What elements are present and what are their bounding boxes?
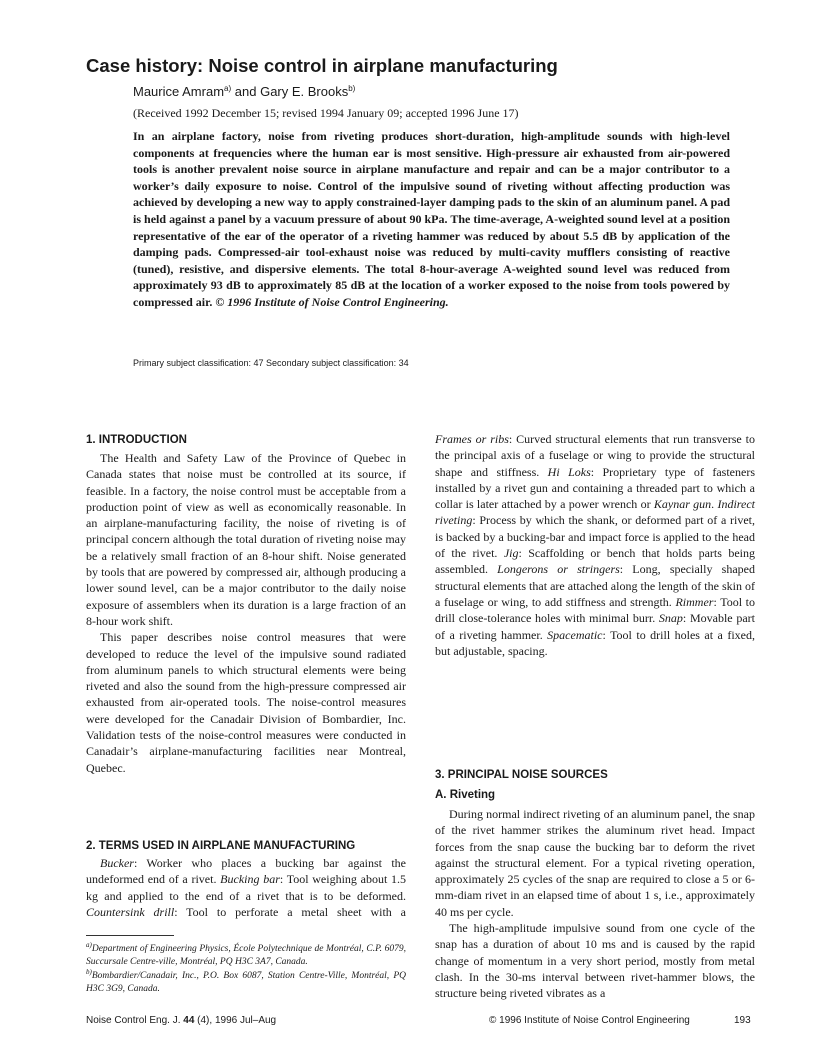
section-heading-introduction: 1. INTRODUCTION [86,434,187,446]
affiliation-marker: b) [348,84,356,93]
footnote-rule [86,935,174,936]
subject-classification: Primary subject classification: 47 Secondary subject classification: 34 [133,358,409,368]
footnote-b [86,966,406,995]
journal-name: Noise Control Eng. J. [86,1015,184,1026]
definition: : Long, specially shaped structural elements that are attached along the length of the skin of a fuselage or wing, to add stiffness and strength. [435,562,755,609]
footnote-marker: b) [86,968,92,976]
definition: : Tool to drill close-tolerance holes with minimal burr. [435,594,756,626]
paragraph [435,431,755,659]
footnote-text: Department of Engineering Physics, École Polytechnique de Montréal, C.P. 6079, Succursale Centre-ville, Montréal, PQ H3C 3A7, Canada. [86,944,406,967]
subsection-heading-riveting: A. Riveting [435,789,496,801]
author-name: Maurice Amram [133,84,225,99]
definition: : Worker who places a bucking bar against the undeformed end of a rivet. [86,856,406,887]
term: Spacematic [547,627,603,642]
abstract [133,128,730,311]
definition: : Proprietary type of fasteners installed by a rivet gun and containing a threaded part to which a collar is later attached by a power wrench or [435,464,755,512]
footnote-text: Bombardier/Canadair, Inc., P.O. Box 6087, Station Centre-Ville, Montréal, PQ H3C 3G9, Canada. [86,971,406,994]
authors [133,80,733,101]
journal-volume: 44 [183,1015,195,1026]
paragraph: This paper describes noise control measures that were developed to reduce the level of the impulsive sound radiated from aluminum panels to which structural elements were being riveted and also the sound from the high-pressure compressed air exhausted from air-operated tools. The noise-control measures were developed for the Canadair Division of Bombardier, Inc. Validation tests of the noise-control measures were conducted in Canadair’s airplane-manufacturing facilities near Montreal, Quebec. [86,630,406,775]
received-dates: (Received 1992 December 15; revised 1994 January 09; accepted 1996 June 17) [133,106,519,120]
paragraph [86,855,406,923]
author-name: Gary E. Brooks [260,84,349,99]
abstract-text: In an airplane factory, noise from riveting produces short-duration, high-amplitude sounds with high-level components at frequencies where the human ear is most sensitive. High-pressure air exhausted from air-powered tools is another prevalent noise source in airplane manufacture and repair and can be a major contributor to a worker’s daily exposure to noise. Control of the impulsive sound of riveting without affecting production was achieved by developing a new way to apply constrained-layer damping pads to the skin of an aluminum panel. A pad is held against a panel by a vacuum pressure of about 90 kPa. The time-average, A-weighted sound level at a position representative of the ear of the operator of a riveting hammer was reduced by about 5.5 dB by application of the damping pads. Compressed-air tool-exhaust noise was reduced by multi-cavity mufflers consisting of reactive (tuned), resistive, and dispersive elements. The total 8-hour-average A-weighted sound level was reduced from approximately 93 dB to approximately 85 dB at the location of a worker exposed to the noise from tools powered by compressed air. [133,129,730,309]
footnote-a [86,939,406,968]
definition: : Tool weighing about 1.5 kg and applied to the end of a rivet that is to be deformed. [86,872,406,903]
affiliation-marker: a) [224,84,232,93]
section-heading-noise-sources: 3. PRINCIPAL NOISE SOURCES [435,769,608,781]
abstract-copyright: © 1996 Institute of Noise Control Engineering. [215,294,449,309]
definition: : Movable part of a riveting hammer. [435,611,756,642]
author-conjunction: and [231,84,261,99]
term: Jig [503,546,519,561]
definition: : Scaffolding or bench that holds parts being assembled. [435,546,755,577]
term: Indirect riveting [435,497,756,528]
term: Frames or ribs [435,432,509,446]
term: Longerons or stringers [497,562,620,577]
term: Snap [658,611,683,626]
terms-body-part2 [435,431,755,659]
term: Kaynar gun [653,497,712,512]
page-number: 193 [734,1015,751,1026]
section-heading-terms: 2. TERMS USED IN AIRPLANE MANUFACTURING [86,840,356,852]
term: Bucker [100,856,134,870]
term: Countersink drill [86,904,175,919]
footnote-marker: a) [86,941,92,949]
paragraph: The high-amplitude impulsive sound from one cycle of the snap has a duration of about 10 ms and is caused by the rapid change of momentum in a very short period, mostly from metal clash. In the 30-ms interval between rivet-hammer blows, the structure being riveted vibrates as a [435,921,755,1001]
journal-citation [86,1014,276,1028]
term: Bucking bar [220,872,280,887]
riveting-body [435,806,755,1002]
paragraph: During normal indirect riveting of an aluminum panel, the snap of the rivet hammer strikes the aluminum rivet head. Impact forces from the snap cause the bucking bar to deform the rivet against the structural element. For a typical riveting operation, approximately 25 cycles of the snap are required to close a 5 or 6-mm-diam rivet in an elapsed time of about 1 s, i.e., approximately 40 ms per cycle. [435,807,755,919]
term: Rimmer [675,594,714,609]
definition: . [711,497,718,512]
definition: : Curved structural elements that run transverse to the principal axis of a fuselage or wing to provide the structural shape and stiffness. [435,432,755,479]
definition: : Process by which the shank, or deformed part of a rivet, is backed by a bucking-bar and impact force is applied to the head of the rivet. [435,513,755,561]
term: Hi Loks [547,464,591,479]
terms-body-part1 [86,855,406,923]
definition: : Tool to perforate a metal sheet with a [174,904,406,919]
paragraph: The Health and Safety Law of the Province of Quebec in Canada states that noise must be controlled at its source, if feasible. In a factory, the noise control must be acceptable from a production point of view as well as economically reasonable. In an airplane-manufacturing facility, the noise of riveting is of principal concern although the total duration of riveting noise may be a relatively small fraction of an 8-hour shift. Noise generated by tools that are powered by compressed air, although producing a lower sound level, can be a major contributor to the daily noise exposure of assemblers when its duration is a large fraction of an 8-hour work shift. [86,451,406,628]
paper-title: Case history: Noise control in airplane manufacturing [86,55,558,76]
introduction-body [86,450,406,776]
definition: : Tool to drill holes at a fixed, but adjustable, spacing. [435,627,755,658]
footer-copyright: © 1996 Institute of Noise Control Engineering [489,1015,690,1026]
journal-issue: (4), 1996 Jul–Aug [194,1015,277,1026]
